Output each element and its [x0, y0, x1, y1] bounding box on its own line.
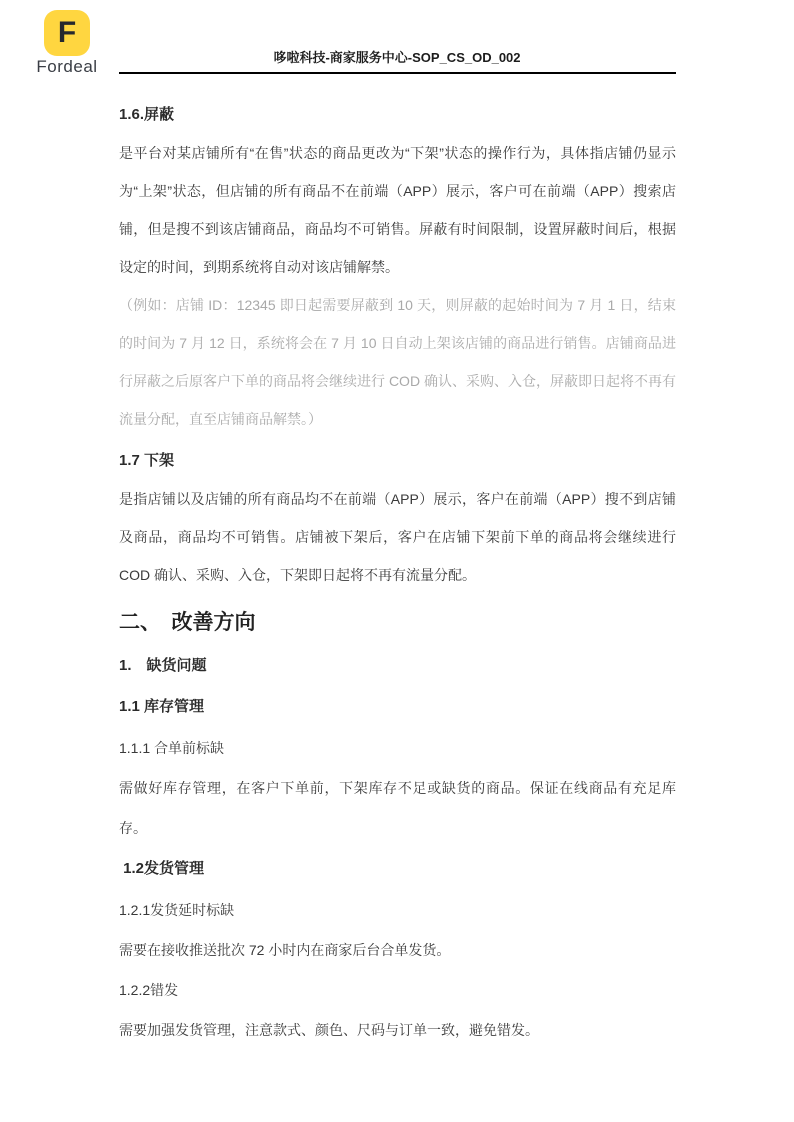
subheading-1-2-1: 1.2.1发货延时标缺 — [119, 902, 235, 918]
paragraph-1-2-2: 需要加强发货管理，注意款式、颜色、尺码与订单一致，避免错发。 — [119, 1022, 539, 1038]
header-divider — [119, 72, 676, 74]
heading-1-6: 1.6.屏蔽 — [119, 106, 175, 123]
paragraph-1-2-1: 需要在接收推送批次 72 小时内在商家后台合单发货。 — [119, 942, 451, 958]
fordeal-logo — [34, 10, 100, 77]
logo-brand-name: Fordeal — [36, 57, 98, 76]
heading-chapter-2: 二、 改善方向 — [119, 611, 256, 634]
heading-1-7: 1.7 下架 — [119, 452, 175, 469]
paragraph-1-1-1: 需做好库存管理，在客户下单前，下架库存不足或缺货的商品。保证在线商品有充足库存。 — [119, 780, 676, 836]
paragraph-1-6: 是平台对某店铺所有“在售”状态的商品更改为“下架”状态的操作行为，具体指店铺仍显示为“上架”状态，但店铺的所有商品不在前端（APP）展示，客户可在前端（APP）搜索店铺，但是搜不到该店铺商品，商品均不可销售。屏蔽有时间限制，设置屏蔽时间后，根据设定的时间，到期系统将自动对该店铺解禁。 — [119, 145, 676, 275]
heading-item-1: 1. 缺货问题 — [119, 657, 207, 674]
subheading-1-2-2: 1.2.2错发 — [119, 982, 179, 998]
header-title: 哆啦科技-商家服务中心-SOP_CS_OD_002 — [273, 50, 521, 65]
example-note-1-6: （例如：店铺 ID：12345 即日起需要屏蔽到 10 天，则屏蔽的起始时间为 7 月 1 日，结束的时间为 7 月 12 日，系统将会在 7 月 10 日自动上架该店铺的商品进行销售。店铺商品进行屏蔽之后原客户下单的商品将会继续进行 COD 确认、采购、入仓，屏蔽即日起将不再有流量分配，直至店铺商品解禁。） — [119, 297, 676, 427]
heading-1-1: 1.1 库存管理 — [119, 698, 205, 715]
document-body — [119, 96, 676, 1050]
subheading-1-1-1: 1.1.1 合单前标缺 — [119, 740, 225, 756]
heading-1-2: 1.2发货管理 — [119, 860, 205, 877]
paragraph-1-7: 是指店铺以及店铺的所有商品均不在前端（APP）展示，客户在前端（APP）搜不到店铺及商品，商品均不可销售。店铺被下架后，客户在店铺下架前下单的商品将会继续进行 COD 确认、采购、入仓，下架即日起将不再有流量分配。 — [119, 491, 676, 583]
logo-letter: F — [57, 16, 77, 49]
